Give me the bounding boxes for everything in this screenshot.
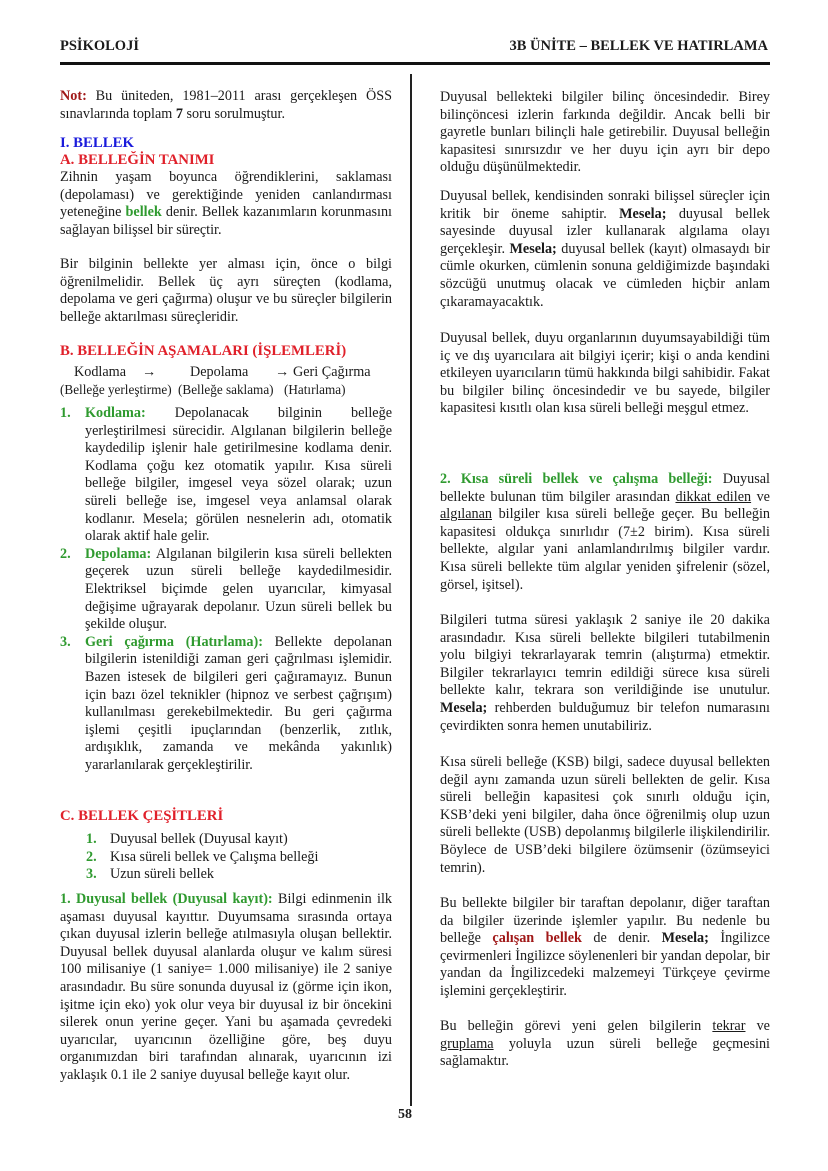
item-number: 3. bbox=[86, 866, 97, 883]
header-rule bbox=[60, 62, 770, 65]
memory-type-item bbox=[86, 831, 392, 849]
flow-sub: (Belleğe saklama) bbox=[178, 382, 274, 397]
emphasis-text: bellek bbox=[125, 204, 162, 221]
underlined-text: dikkat edilen bbox=[675, 488, 752, 505]
paragraph bbox=[440, 330, 770, 418]
text-run: Duyusal bellekte bulunan tüm bilgiler arasından bbox=[440, 471, 770, 505]
sensory-memory-paragraph bbox=[60, 891, 392, 1085]
stages-flow bbox=[60, 364, 392, 398]
underlined-text: algılanan bbox=[440, 506, 492, 523]
emphasis-text: 7 bbox=[175, 105, 183, 122]
memory-type-item bbox=[86, 866, 392, 884]
text-run: Duyusal bellekteki bilgiler bilinç öncesindedir. Birey bilinçöncesi izlerin farkında değildir. Ancak belli bir gayretle bunları bilinçli hale getirebilir. Duyusal belleğin kapasitesi sınırsızdır ve her duyu için ayrı bir depo olduğu düşünülmektedir. bbox=[440, 89, 770, 176]
stage-item bbox=[60, 634, 392, 775]
stage-item bbox=[60, 546, 392, 634]
text-run: Bu bellekte bilgiler bir taraftan depolanır, diğer taraftan da bilgiler üzerinde işlemler yapılır. Bu nedenle bu belleğe bbox=[440, 895, 770, 947]
paragraph bbox=[440, 612, 770, 735]
text-run: ve bbox=[745, 1018, 770, 1034]
emphasis-text: çalışan bellek bbox=[492, 930, 582, 947]
emphasis-text: 1. Duyusal bellek (Duyusal kayıt): bbox=[60, 891, 273, 907]
paragraph bbox=[440, 895, 770, 1001]
item-number: 2. bbox=[60, 545, 71, 562]
text-run: Zihnin yaşam boyunca öğrendiklerini, saklaması (depolaması) ve gerektiğinde yeniden canlandırması yeteneğine bbox=[60, 169, 392, 221]
text-run: Kısa süreli belleğe (KSB) bilgi, sadece duyusal bellekten değil aynı zamanda uzun süreli bellekten de gelir. Kısa süreli belleğin kapasitesi çok sınırlı olduğu için, KSB’deki yeni bilgiler, daha önce öğrenilmiş olup uzun süreli bellekte (USB) depolanmış bilgilerle ilişkilendirilir. Böylece de USB’deki bilgilere özümsenir (özümseyici temrin). bbox=[440, 754, 770, 876]
note-paragraph bbox=[60, 88, 392, 123]
emphasis-text: Not: bbox=[60, 88, 87, 104]
text-run: denir. Bellek kazanımların korunmasını sağlayan bilişsel bir süreçtir. bbox=[60, 204, 392, 238]
section-title: I. BELLEK bbox=[60, 135, 135, 151]
text-run: Duyusal bellek, kendisinden sonraki bilişsel süreçler için kritik bir öneme sahiptir. bbox=[440, 188, 770, 222]
text-run: yoluyla uzun süreli belleğe geçmesini sağlamaktır. bbox=[440, 1035, 770, 1070]
emphasis-text: Geri çağırma (Hatırlama): bbox=[85, 633, 263, 650]
short-term-memory-paragraph bbox=[440, 471, 770, 594]
definition-title: A. BELLEĞİN TANIMI bbox=[60, 152, 215, 168]
emphasis-text: Mesela; bbox=[509, 240, 557, 257]
emphasis-text: Mesela; bbox=[619, 205, 667, 222]
header-unit-title: 3B ÜNİTE – BELLEK VE HATIRLAMA bbox=[509, 38, 768, 54]
emphasis-text: Mesela; bbox=[661, 930, 709, 947]
flow-step: Depolama bbox=[190, 364, 249, 380]
text-run: Bu belleğin görevi yeni gelen bilgilerin bbox=[440, 1018, 713, 1034]
process-paragraph bbox=[60, 256, 392, 326]
text-run: duyusal bellek (kayıt) olmasaydı bir cümle okurken, cümlenin sonuna geldiğimizde başındaki sözcüğü unutmuş olacak ve cümleden hiçbir anlam çıkaramayacaktık. bbox=[440, 240, 770, 310]
emphasis-text: Depolama: bbox=[85, 545, 152, 562]
flow-sub: (Belleğe yerleştirme) bbox=[60, 382, 172, 397]
text-run: de denir. bbox=[581, 930, 662, 947]
item-label: Duyusal bellek (Duyusal kayıt) bbox=[110, 831, 288, 847]
emphasis-text: Kodlama: bbox=[85, 405, 146, 421]
text-run: bilgiler kısa süreli belleğe geçer. Bu belleğin kapasitesi oldukça sınırlıdır (7±2 birim). Kısa süreli bellekte, algılar yani anlamlandırılmış bilgiler vardır. Kısa süreli bellekte tüm algılar yeniden şifrelenir (sözel, görsel, işitsel). bbox=[440, 506, 770, 593]
text-run: Bellekte depolanan bilgilerin istenildiği zaman geri çağrılması işlemidir. Bazen istesek de bilgileri geri çağıramayız. Bunun için bazı özel teknikler (hipnoz ve serbest çağrışım) kullanılması gerekebilmektedir. Bu geri çağırma işlemi çeşitli ipuçlarından (benzerlik, zıtlık, ardışıklık, zamanda ve mekânda yakınlık) yararlanılarak gerçekleştirilir. bbox=[85, 633, 392, 773]
arrow-icon: → bbox=[142, 364, 157, 380]
column-divider bbox=[410, 74, 412, 1106]
page-number: 58 bbox=[398, 1107, 412, 1122]
stages-title: B. BELLEĞİN AŞAMALARI (İŞLEMLERİ) bbox=[60, 343, 347, 359]
paragraph bbox=[440, 1018, 770, 1071]
text-run: Bilgileri tutma süresi yaklaşık 2 saniye ile 20 dakika arasındadır. Kısa süreli bellekte bilgileri tutabilmenin yolu bilgiyi tekrarlayarak temrin (alıştırma) etmektir. Bilgiler tekrarlayıcı temrin edildiği sürece kısa süreli bellekte kalır, tekrara son verildiğinde ise unutulur. bbox=[440, 612, 770, 699]
text-run: Duyusal bellek, duyu organlarının duyumsayabildiği tüm iç ve dış uyarıcılara ait bilgiyi içerir; kişi o anda kendini etkileyen uyarıcıların tümü hakkında bilgi sahibidir. Fakat bu bilgiler bilinç öncesindedir ve bu sayede, bilgiler kapasitesi kısıtlı olan kısa süreli belleği meşgul etmez. bbox=[440, 330, 770, 417]
text-run: İngilizce çevirmenleri İngilizce söylenenleri bir yandan depolar, bir yandan da İngilizcedeki malzemeyi Türkçeye çevirme işlemini gerçekleştirir. bbox=[440, 930, 770, 999]
text-run: duyusal bellek sayesinde duyusal izler kullanarak algılama olayı gerçekleşir. bbox=[440, 205, 770, 257]
text-run: Depolanacak bilginin belleğe yerleştirilmesi sürecidir. Algılanan bilgilerin belleğe kaydedilip işlenir hale getirilmesine kodlama denir. Kodlama çoğu kez otomatik yapılır. Kısa süreli belleğe bilgiler, imgesel veya sözel olarak; uzun süreli belleğe ise, imgesel veya anlamsal olarak kodlanır. Mesela; görülen nesnelerin adı, otomatik olarak aktif hale gelir. bbox=[85, 405, 392, 545]
memory-type-item bbox=[86, 849, 392, 867]
text-run: ve bbox=[751, 488, 770, 505]
stage-item bbox=[60, 405, 392, 546]
header-subject: PSİKOLOJİ bbox=[60, 38, 139, 54]
item-number: 1. bbox=[86, 831, 97, 847]
definition-paragraph bbox=[60, 169, 392, 239]
flow-step: Geri Çağırma bbox=[293, 364, 371, 380]
text-run: Bu üniteden, 1981–2011 arası gerçekleşen ÖSS sınavlarında toplam bbox=[60, 88, 392, 122]
flow-step: Kodlama bbox=[74, 364, 127, 380]
emphasis-text: 2. Kısa süreli bellek ve çalışma belleği: bbox=[440, 471, 713, 487]
types-title: C. BELLEK ÇEŞİTLERİ bbox=[60, 808, 224, 824]
text-run: Bir bilginin bellekte yer alması için, önce o bilgi öğrenilmelidir. Bellek üç ayrı süreçten (kodlama, depolama ve geri çağırma) oluşur ve bu süreçler bilgilerin belleğe aktarılması süreçleridir. bbox=[60, 256, 392, 325]
paragraph bbox=[440, 188, 770, 311]
text-run: soru sorulmuştur. bbox=[182, 105, 286, 122]
item-number: 1. bbox=[60, 405, 71, 421]
text-run: Algılanan bilgilerin kısa süreli bellekten geçerek uzun süreli belleğe kaydedilmesidir. Elektriksel biçimde gelen uyarıcılar, kimyasal değişime uğrayarak depolanır. Uzun süreli bellek bu şekilde oluşur. bbox=[85, 545, 392, 633]
types-list bbox=[60, 831, 392, 884]
item-label: Uzun süreli bellek bbox=[110, 866, 215, 883]
item-number: 3. bbox=[60, 633, 71, 650]
underlined-text: gruplama bbox=[440, 1035, 494, 1052]
text-run: Bilgi edinmenin ilk aşaması duyusal kayıttır. Duyumsama sırasında ortaya çıkan duyusal izlerin belleğe atılmasıyla oluşan bellektir. Duyusal bellek duyusal alanlarda oluşur ve kalım süresi 100 milisaniye (1 saniye= 1.000 milisaniye) ile 2 saniye arasındadır. Bu süre sonunda duyusal iz (görme için ikon, işitme için eko) yok olur veya bir duyusal iz bir öncekini silerek onun yerine geçer. Yani bu aşamada çevredeki uyarıcılar, uyarıcının özelliğine göre, beş duyu organımızdan biri tarafından alınarak, uyarıcının izi yaklaşık 0.1 ile 2 saniye duyusal belleğe kayıt olur. bbox=[60, 891, 393, 1083]
stages-list bbox=[60, 405, 392, 774]
item-label: Kısa süreli bellek ve Çalışma belleği bbox=[110, 848, 319, 865]
arrow-icon: → bbox=[275, 364, 290, 380]
flow-sub: (Hatırlama) bbox=[284, 382, 346, 397]
emphasis-text: Mesela; bbox=[440, 699, 488, 716]
item-number: 2. bbox=[86, 848, 97, 865]
underlined-text: tekrar bbox=[712, 1018, 746, 1034]
paragraph bbox=[440, 754, 770, 877]
paragraph bbox=[440, 89, 770, 177]
text-run: rehberden bulduğumuz bir telefon numarasını çevirdikten sonra hemen unutabiliriz. bbox=[440, 699, 770, 734]
